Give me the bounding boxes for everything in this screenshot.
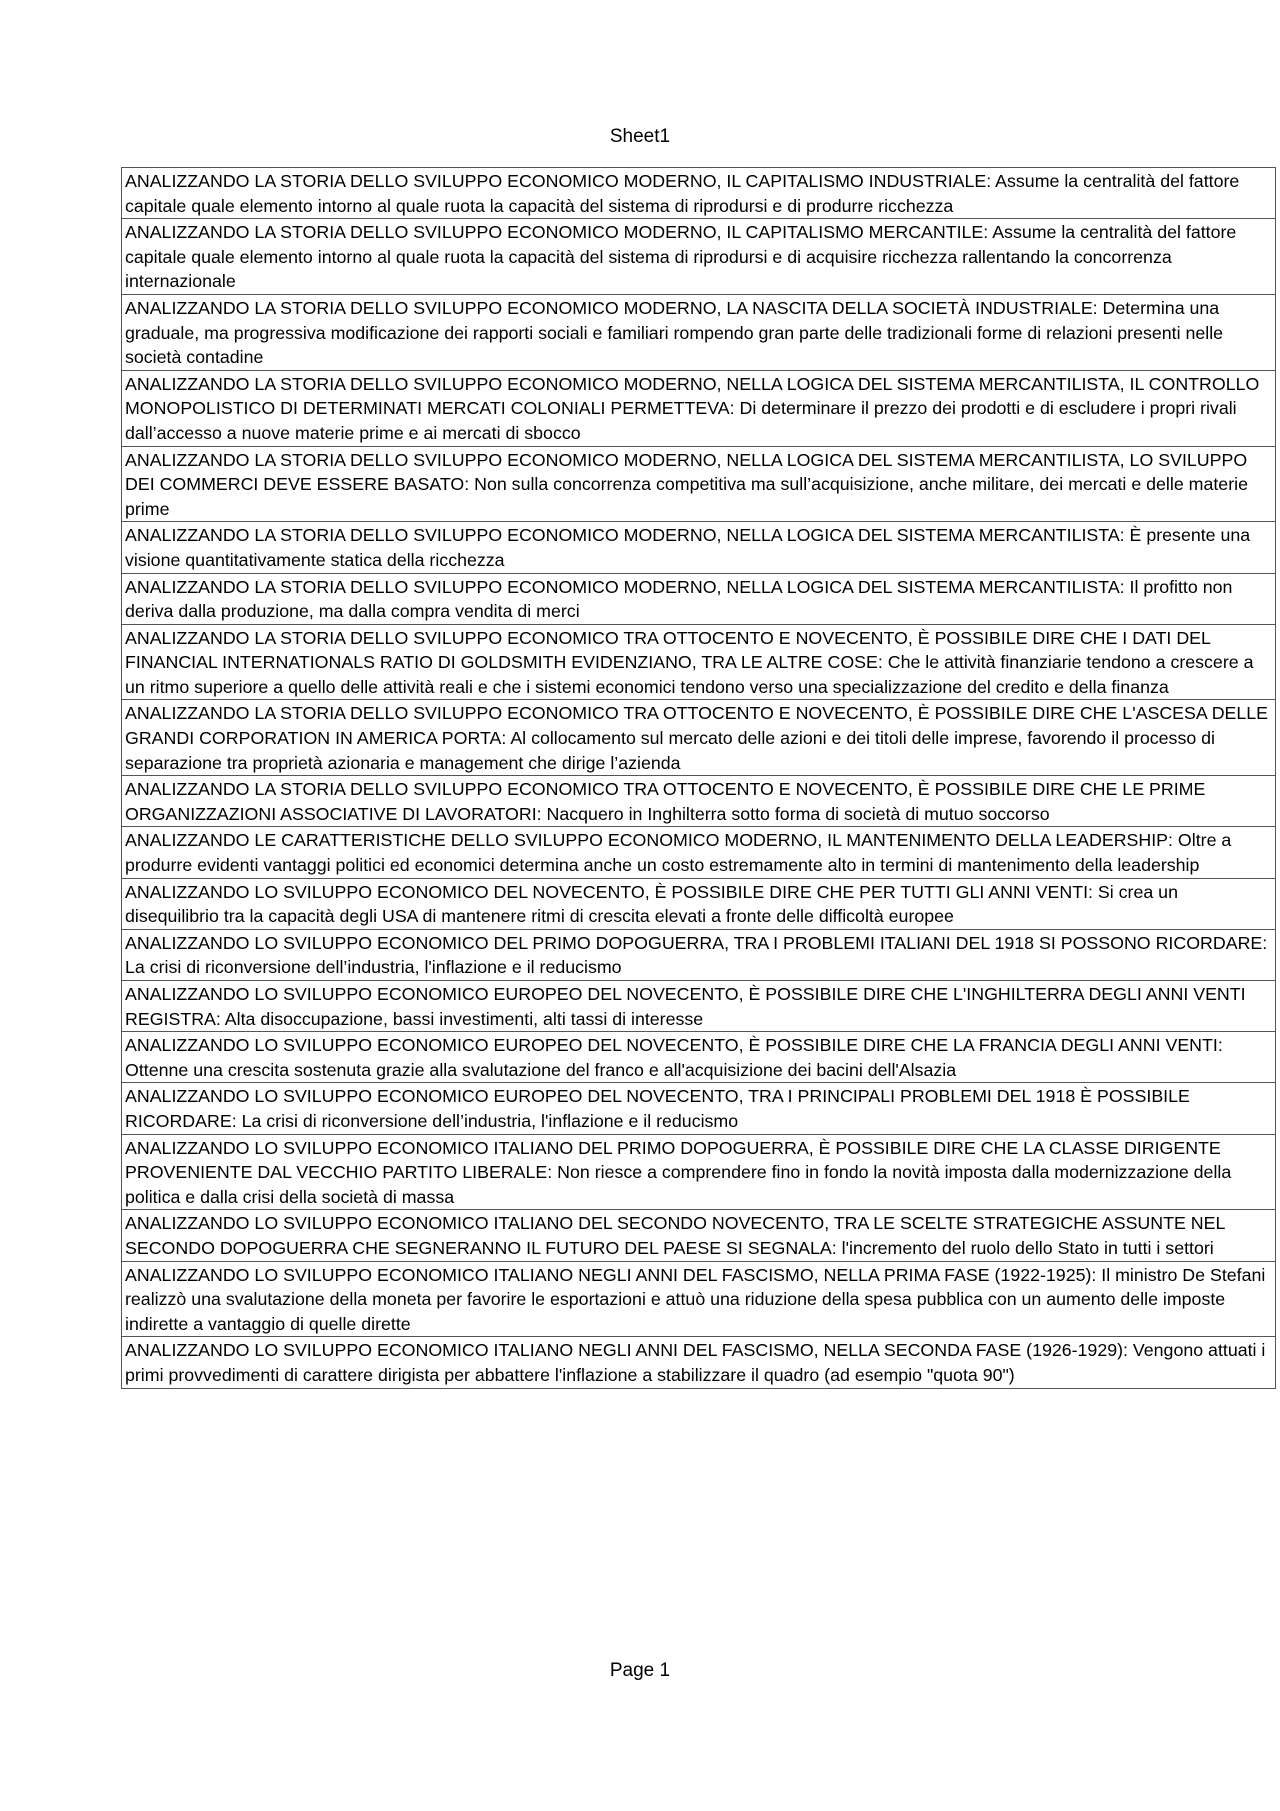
table-row bbox=[122, 446, 1276, 522]
table-cell: ANALIZZANDO LO SVILUPPO ECONOMICO ITALIANO NEGLI ANNI DEL FASCISMO, NELLA SECONDA FASE (1926-1929): Vengono attuati i primi provvedimenti di carattere dirigista per abbattere l'inflazione a stabilizzare il quadro (ad esempio "quota 90") bbox=[122, 1337, 1276, 1388]
table-cell: ANALIZZANDO LA STORIA DELLO SVILUPPO ECONOMICO MODERNO, LA NASCITA DELLA SOCIETÀ INDUSTRIALE: Determina una graduale, ma progressiva modificazione dei rapporti sociali e familiari rompendo gran parte delle tradizionali forme di relazioni presenti nelle società contadine bbox=[122, 294, 1276, 370]
spreadsheet-table bbox=[121, 167, 1276, 1389]
table-cell: ANALIZZANDO LA STORIA DELLO SVILUPPO ECONOMICO TRA OTTOCENTO E NOVECENTO, È POSSIBILE DIRE CHE I DATI DEL FINANCIAL INTERNATIONALS RATIO DI GOLDSMITH EVIDENZIANO, TRA LE ALTRE COSE: Che le attività finanziarie tendono a crescere a un ritmo superiore a quello delle attività reali e che i sistemi economici tendono verso una specializzazione del credito e della finanza bbox=[122, 624, 1276, 700]
table-cell: ANALIZZANDO LA STORIA DELLO SVILUPPO ECONOMICO MODERNO, NELLA LOGICA DEL SISTEMA MERCANTILISTA: Il profitto non deriva dalla produzione, ma dalla compra vendita di merci bbox=[122, 573, 1276, 624]
table-row bbox=[122, 370, 1276, 446]
table-cell: ANALIZZANDO LA STORIA DELLO SVILUPPO ECONOMICO MODERNO, NELLA LOGICA DEL SISTEMA MERCANTILISTA: È presente una visione quantitativamente statica della ricchezza bbox=[122, 522, 1276, 573]
table-row bbox=[122, 878, 1276, 929]
table-cell: ANALIZZANDO LA STORIA DELLO SVILUPPO ECONOMICO MODERNO, NELLA LOGICA DEL SISTEMA MERCANTILISTA, LO SVILUPPO DEI COMMERCI DEVE ESSERE BASATO: Non sulla concorrenza competitiva ma sull’acquisizione, anche militare, dei mercati e delle materie prime bbox=[122, 446, 1276, 522]
table-row bbox=[122, 776, 1276, 827]
table-cell: ANALIZZANDO LO SVILUPPO ECONOMICO EUROPEO DEL NOVECENTO, È POSSIBILE DIRE CHE L'INGHILTERRA DEGLI ANNI VENTI REGISTRA: Alta disoccupazione, bassi investimenti, alti tassi di interesse bbox=[122, 981, 1276, 1032]
table-row bbox=[122, 1261, 1276, 1337]
table-row bbox=[122, 1134, 1276, 1210]
table-cell: ANALIZZANDO LO SVILUPPO ECONOMICO EUROPEO DEL NOVECENTO, È POSSIBILE DIRE CHE LA FRANCIA DEGLI ANNI VENTI: Ottenne una crescita sostenuta grazie alla svalutazione del franco e all'acquisizione dei bacini dell'Alsazia bbox=[122, 1032, 1276, 1083]
table-row bbox=[122, 1337, 1276, 1388]
table-cell: ANALIZZANDO LA STORIA DELLO SVILUPPO ECONOMICO MODERNO, IL CAPITALISMO INDUSTRIALE: Assume la centralità del fattore capitale quale elemento intorno al quale ruota la capacità del sistema di riprodursi e di produrre ricchezza bbox=[122, 168, 1276, 219]
table-row bbox=[122, 929, 1276, 980]
table-row bbox=[122, 700, 1276, 776]
table-cell: ANALIZZANDO LE CARATTERISTICHE DELLO SVILUPPO ECONOMICO MODERNO, IL MANTENIMENTO DELLA LEADERSHIP: Oltre a produrre evidenti vantaggi politici ed economici determina anche un costo estremamente alto in termini di mantenimento della leadership bbox=[122, 827, 1276, 878]
table-row bbox=[122, 827, 1276, 878]
table-cell: ANALIZZANDO LA STORIA DELLO SVILUPPO ECONOMICO MODERNO, NELLA LOGICA DEL SISTEMA MERCANTILISTA, IL CONTROLLO MONOPOLISTICO DI DETERMINATI MERCATI COLONIALI PERMETTEVA: Di determinare il prezzo dei prodotti e di escludere i propri rivali dall’accesso a nuove materie prime e ai mercati di sbocco bbox=[122, 370, 1276, 446]
table-row bbox=[122, 573, 1276, 624]
sheet-title: Sheet1 bbox=[609, 126, 671, 147]
table-row bbox=[122, 168, 1276, 219]
table-row bbox=[122, 219, 1276, 295]
table-cell: ANALIZZANDO LO SVILUPPO ECONOMICO ITALIANO DEL SECONDO NOVECENTO, TRA LE SCELTE STRATEGICHE ASSUNTE NEL SECONDO DOPOGUERRA CHE SEGNERANNO IL FUTURO DEL PAESE SI SEGNALA: l'incremento del ruolo dello Stato in tutti i settori bbox=[122, 1210, 1276, 1261]
table-cell: ANALIZZANDO LO SVILUPPO ECONOMICO DEL NOVECENTO, È POSSIBILE DIRE CHE PER TUTTI GLI ANNI VENTI: Si crea un disequilibrio tra la capacità degli USA di mantenere ritmi di crescita elevati a fronte delle difficoltà europee bbox=[122, 878, 1276, 929]
table-row bbox=[122, 981, 1276, 1032]
table-row bbox=[122, 1210, 1276, 1261]
table-row bbox=[122, 1083, 1276, 1134]
table-row bbox=[122, 522, 1276, 573]
table-cell: ANALIZZANDO LA STORIA DELLO SVILUPPO ECONOMICO TRA OTTOCENTO E NOVECENTO, È POSSIBILE DIRE CHE LE PRIME ORGANIZZAZIONI ASSOCIATIVE DI LAVORATORI: Nacquero in Inghilterra sotto forma di società di mutuo soccorso bbox=[122, 776, 1276, 827]
table-cell: ANALIZZANDO LO SVILUPPO ECONOMICO DEL PRIMO DOPOGUERRA, TRA I PROBLEMI ITALIANI DEL 1918 SI POSSONO RICORDARE: La crisi di riconversione dell’industria, l'inflazione e il reducismo bbox=[122, 929, 1276, 980]
table-row bbox=[122, 1032, 1276, 1083]
page-number: Page 1 bbox=[609, 1660, 671, 1681]
table-cell: ANALIZZANDO LA STORIA DELLO SVILUPPO ECONOMICO MODERNO, IL CAPITALISMO MERCANTILE: Assume la centralità del fattore capitale quale elemento intorno al quale ruota la capacità del sistema di riprodursi e di acquisire ricchezza rallentando la concorrenza internazionale bbox=[122, 219, 1276, 295]
table-cell: ANALIZZANDO LA STORIA DELLO SVILUPPO ECONOMICO TRA OTTOCENTO E NOVECENTO, È POSSIBILE DIRE CHE L'ASCESA DELLE GRANDI CORPORATION IN AMERICA PORTA: Al collocamento sul mercato delle azioni e dei titoli delle imprese, favorendo il processo di separazione tra proprietà azionaria e management che dirige l’azienda bbox=[122, 700, 1276, 776]
table-row bbox=[122, 624, 1276, 700]
table-row bbox=[122, 294, 1276, 370]
table-cell: ANALIZZANDO LO SVILUPPO ECONOMICO ITALIANO NEGLI ANNI DEL FASCISMO, NELLA PRIMA FASE (1922-1925): Il ministro De Stefani realizzò una svalutazione della moneta per favorire le esportazioni e attuò una riduzione della spesa pubblica con un aumento delle imposte indirette a vantaggio di quelle dirette bbox=[122, 1261, 1276, 1337]
table-cell: ANALIZZANDO LO SVILUPPO ECONOMICO ITALIANO DEL PRIMO DOPOGUERRA, È POSSIBILE DIRE CHE LA CLASSE DIRIGENTE PROVENIENTE DAL VECCHIO PARTITO LIBERALE: Non riesce a comprendere fino in fondo la novità imposta dalla modernizzazione della politica e dalla crisi della società di massa bbox=[122, 1134, 1276, 1210]
table-cell: ANALIZZANDO LO SVILUPPO ECONOMICO EUROPEO DEL NOVECENTO, TRA I PRINCIPALI PROBLEMI DEL 1918 È POSSIBILE RICORDARE: La crisi di riconversione dell’industria, l'inflazione e il reducismo bbox=[122, 1083, 1276, 1134]
